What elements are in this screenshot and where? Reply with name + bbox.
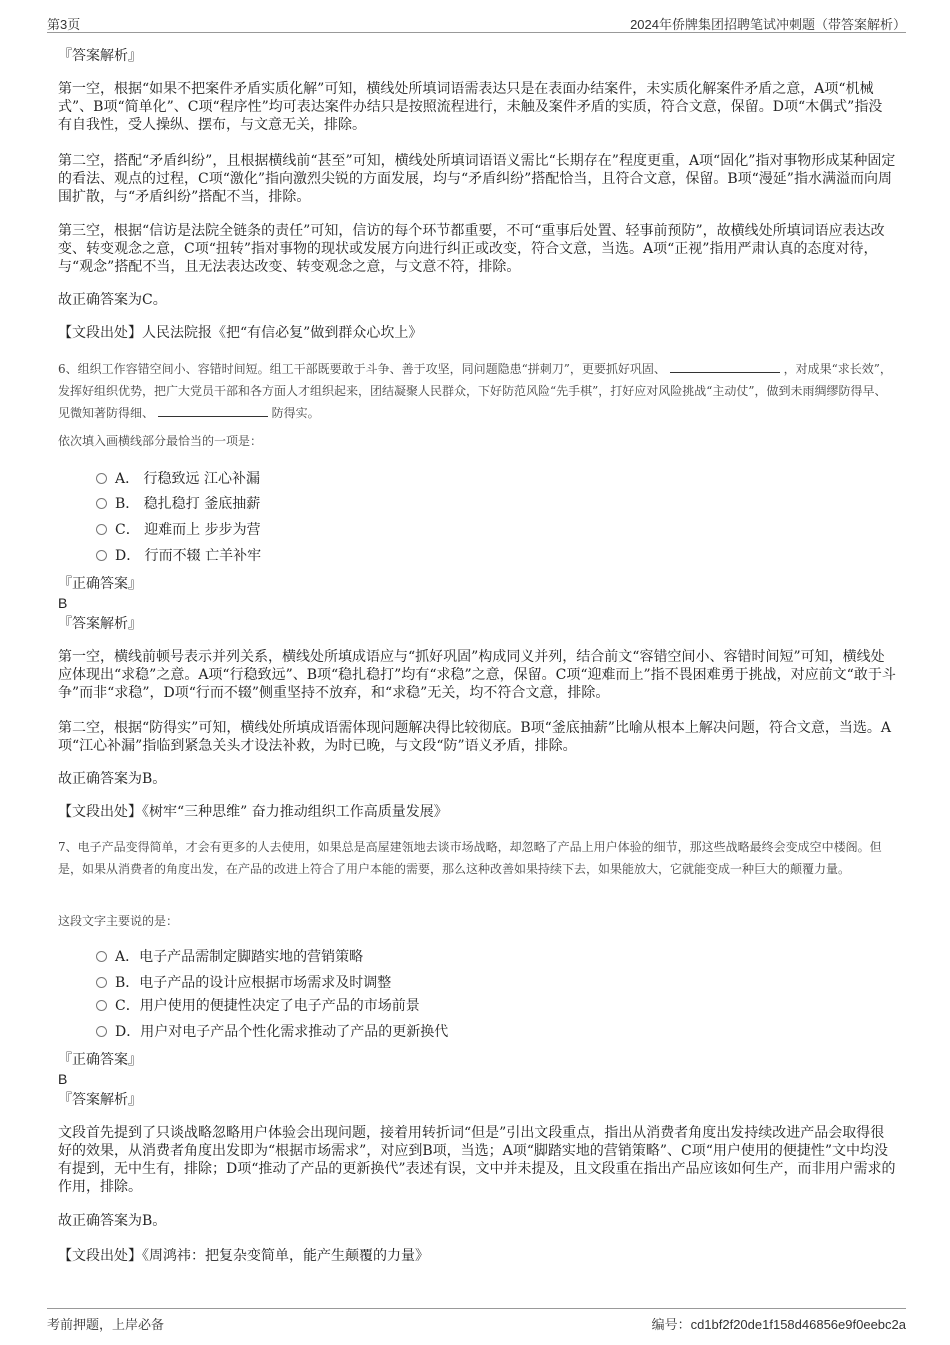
q7-conclusion: 故正确答案为B。 bbox=[58, 1213, 167, 1229]
page-header bbox=[47, 12, 906, 33]
q6-blank-1 bbox=[670, 360, 780, 373]
q6-correct-answer: B bbox=[58, 595, 68, 611]
q7-option-c-label: C．用户使用的便捷性决定了电子产品的市场前景 bbox=[115, 998, 420, 1014]
q7-option-c[interactable] bbox=[96, 997, 420, 1015]
q6-option-a[interactable] bbox=[96, 470, 260, 488]
q5-analysis-tag: 『答案解析』 bbox=[58, 48, 142, 64]
q7-stem: 7、电子产品变得简单，才会有更多的人去使用，如果总是高屋建瓴地去谈市场战略，却忽略了产品上用户体验的细节，那这些战略最终会变成空中楼阁。但是，如果从消费者的角度出发，在产品的改进上符合了用户本能的需要，那么这种改善如果持续下去，如果能放大，它就能变成一种巨大的颠覆力量。 bbox=[58, 840, 882, 876]
radio-icon[interactable] bbox=[96, 1000, 107, 1011]
q6-analysis-para2: 第二空，根据“防得实”可知，横线处所填成语需体现问题解决得比较彻底。B项“釜底抽薪”比喻从根本上解决问题，符合文意，当选。A项“江心补漏”指临到紧急关头才设法补救，为时已晚，与文段“防”语义矛盾，排除。 bbox=[58, 720, 892, 754]
q6-stem-part-b: ，对成果“求长效”，发挥好组织优势，把广大党员干部和各方面人才组织起来，团结凝聚人民群众，下好防范风险“先手棋”，打好应对风险挑战“主动仗”，做到未雨绸缪防得早、见微知著防得细、 bbox=[58, 362, 892, 420]
q6-stem-part-a: 6、组织工作容错空间小、容错时间短。组工干部既要敢于斗争、善于攻坚，同问题隐患“拼刺刀”，更要抓好巩固、 bbox=[58, 362, 666, 376]
q7-option-d-label: D．用户对电子产品个性化需求推动了产品的更新换代 bbox=[115, 1024, 449, 1040]
q7-option-b[interactable] bbox=[96, 974, 391, 992]
page-footer bbox=[47, 1308, 906, 1339]
q7-analysis-para1: 文段首先提到了只谈战略忽略用户体验会出现问题，接着用转折词“但是”引出文段重点，指出从消费者角度出发持续改进产品会取得很好的效果，从消费者角度出发即为“根据市场需求”，对应到B项，当选；A项“脚踏实地的营销策略”、C项“用户使用的便捷性”文中均没有提到，无中生有，排除；D项“推动了产品的更新换代”表述有误，文中并未提及，且文段重在指出产品应该如何生产，而非用户需求的作用，排除。 bbox=[58, 1125, 896, 1195]
radio-icon[interactable] bbox=[96, 550, 107, 561]
q6-correct-tag: 『正确答案』 bbox=[58, 576, 142, 592]
radio-icon[interactable] bbox=[96, 524, 107, 535]
q5-conclusion: 故正确答案为C。 bbox=[58, 292, 167, 308]
q6-conclusion: 故正确答案为B。 bbox=[58, 771, 167, 787]
radio-icon[interactable] bbox=[96, 473, 107, 484]
document-title: 2024年侨牌集团招聘笔试冲刺题（带答案解析） bbox=[630, 17, 906, 32]
q6-stem-part-c: 防得实。 bbox=[271, 406, 320, 420]
q6-stem bbox=[58, 358, 896, 424]
document-id: 编号：cd1bf2f20de1f158d46856e9f0eebc2a bbox=[651, 1317, 906, 1332]
q7-correct-tag: 『正确答案』 bbox=[58, 1052, 142, 1068]
radio-icon[interactable] bbox=[96, 1026, 107, 1037]
q6-blank-2 bbox=[158, 404, 268, 417]
radio-icon[interactable] bbox=[96, 498, 107, 509]
q6-option-d[interactable] bbox=[96, 547, 261, 565]
q6-source: 【文段出处】《树牢“三种思维” 奋力推动组织工作高质量发展》 bbox=[58, 804, 448, 820]
q7-option-a-label: A．电子产品需制定脚踏实地的营销策略 bbox=[115, 949, 364, 965]
q6-option-d-label: D． 行而不辍 亡羊补牢 bbox=[115, 548, 262, 564]
q7-option-b-label: B．电子产品的设计应根据市场需求及时调整 bbox=[115, 975, 392, 991]
q6-prompt: 依次填入画横线部分最恰当的一项是： bbox=[58, 434, 263, 448]
q6-option-a-label: A． 行稳致远 江心补漏 bbox=[115, 471, 261, 487]
q7-source: 【文段出处】《周鸿祎：把复杂变简单，能产生颠覆的力量》 bbox=[58, 1248, 429, 1264]
q5-analysis-para1: 第一空，根据“如果不把案件矛盾实质化解”可知，横线处所填词语需表达只是在表面办结案件，未实质化解案件矛盾之意，A项“机械式”、B项“简单化”、C项“程序性”均可表达案件办结只是按照流程进行，未触及案件矛盾的实质，符合文意，保留。D项“木偶式”指没有自我性，受人操纵、摆布，与文意无关，排除。 bbox=[58, 81, 883, 133]
q7-option-a[interactable] bbox=[96, 948, 363, 966]
q6-analysis-para1: 第一空，横线前顿号表示并列关系，横线处所填成语应与“抓好巩固”构成同义并列，结合前文“容错空间小、容错时间短”可知，横线处应体现出“求稳”之意。A项“行稳致远”、B项“稳扎稳打”均有“求稳”之意，保留。C项“迎难而上”指不畏困难勇于挑战，对应前文“敢于斗争”而非“求稳”，D项“行而不辍”侧重坚持不放弃，和“求稳”无关，均不符合文意，排除。 bbox=[58, 649, 896, 701]
footer-slogan: 考前押题，上岸必备 bbox=[47, 1317, 165, 1332]
q6-option-b[interactable] bbox=[96, 495, 260, 513]
page-number: 第3页 bbox=[47, 17, 81, 32]
radio-icon[interactable] bbox=[96, 951, 107, 962]
radio-icon[interactable] bbox=[96, 977, 107, 988]
q6-analysis-tag: 『答案解析』 bbox=[58, 616, 142, 632]
q7-correct-answer: B bbox=[58, 1071, 68, 1087]
q5-analysis-para2: 第二空，搭配“矛盾纠纷”，且根据横线前“甚至”可知，横线处所填词语语义需比“长期存在”程度更重，A项“固化”指对事物形成某种固定的看法、观点的过程，C项“激化”指向激烈尖锐的方面发展，均与“矛盾纠纷”搭配恰当，且符合文意，保留。B项“漫延”指水满溢而向周围扩散，与“矛盾纠纷”搭配不当，排除。 bbox=[58, 153, 896, 205]
q7-option-d[interactable] bbox=[96, 1023, 448, 1041]
q6-option-b-label: B． 稳扎稳打 釜底抽薪 bbox=[115, 496, 261, 512]
q7-analysis-tag: 『答案解析』 bbox=[58, 1092, 142, 1108]
q7-prompt: 这段文字主要说的是： bbox=[58, 914, 179, 928]
q6-option-c-label: C． 迎难而上 步步为营 bbox=[115, 522, 261, 538]
q5-source: 【文段出处】人民法院报《把“有信必复”做到群众心坎上》 bbox=[58, 325, 423, 341]
q5-analysis-para3: 第三空，根据“信访是法院全链条的责任”可知，信访的每个环节都重要，不可“重事后处置、轻事前预防”，故横线处所填词语应表达改变、转变观念之意，C项“扭转”指对事物的现状或发展方向进行纠正或改变，符合文意，当选。A项“正视”指用严肃认真的态度对待，与“观念”搭配不当，且无法表达改变、转变观念之意，与文意不符，排除。 bbox=[58, 223, 885, 275]
q6-option-c[interactable] bbox=[96, 521, 261, 539]
